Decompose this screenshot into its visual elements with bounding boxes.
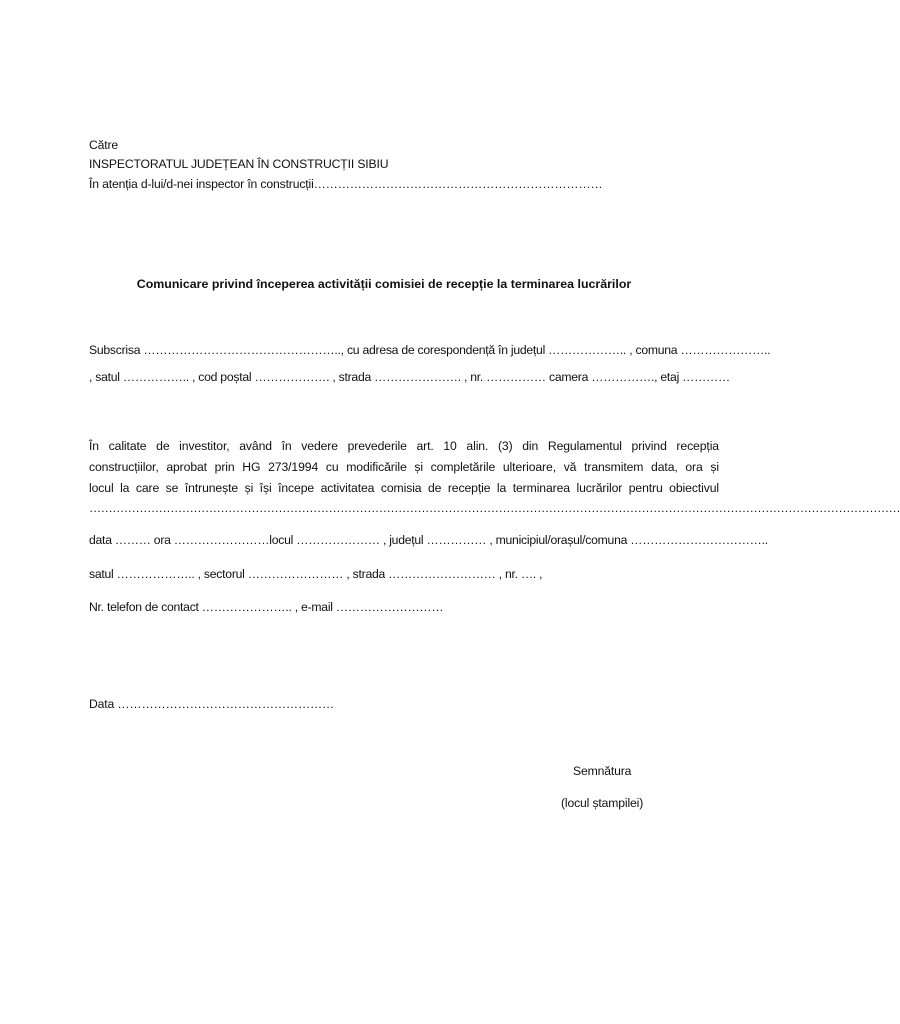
fields-line-3: Nr. telefon de contact ………………….. , e-mail ……………………… <box>89 600 444 614</box>
fields-line-2: satul ……………….. , sectorul …………………… , strada ……………………… , nr. …. , <box>89 567 543 581</box>
signature-label: Semnătura <box>573 764 632 778</box>
address-line-2: , satul …………….. , cod poștal ………………. , strada …………………. , nr. …………… camera ……………., etaj ………… <box>89 370 730 384</box>
fields-line-1: data ……… ora ……………………locul ………………… , județul …………… , municipiul/orașul/comuna …………………………….. <box>89 533 768 547</box>
body-line-3: locul la care se întrunește și își începe activitatea comisia de recepție la terminarea lucrărilor pentru obiectivul <box>89 481 719 495</box>
body-line-2: construcțiilor, aprobat prin HG 273/1994 cu modificările și completările ulterioare, vă transmitem data, ora și <box>89 460 719 474</box>
document-title: Comunicare privind începerea activității comisiei de recepție la terminarea lucrărilor <box>136 277 632 291</box>
body-line-4: ………………………………………………………………………………………………………………………………………………………………………………………… <box>89 501 900 515</box>
body-line-1: În calitate de investitor, având în vedere prevederile art. 10 alin. (3) din Regulamentul privind recepția <box>89 439 719 453</box>
recipient-institution: INSPECTORATUL JUDEȚEAN ÎN CONSTRUCȚII SIBIU <box>89 157 389 171</box>
date-line: Data ……………………………………………… <box>89 697 335 711</box>
recipient-to: Către <box>89 138 119 152</box>
address-line-1: Subscrisa ………………………………………….., cu adresa de corespondență în județul ……………….. , comuna ………………….. <box>89 343 771 357</box>
stamp-location-label: (locul ștampilei) <box>561 796 644 810</box>
recipient-attention: În atenția d-lui/d-nei inspector în construcții……………………………………………………………… <box>89 177 603 191</box>
